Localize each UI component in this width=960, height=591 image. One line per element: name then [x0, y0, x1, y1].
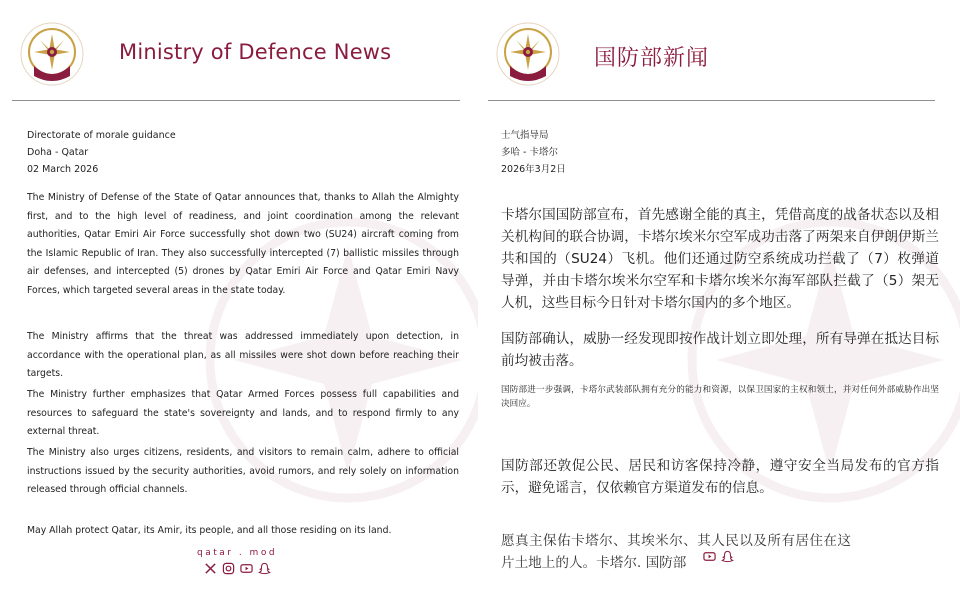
paragraph-threat-addressed: 国防部确认，威胁一经发现即按作战计划立即处理，所有导弹在抵达目标前均被击落。 — [501, 331, 939, 369]
x-icon[interactable] — [204, 560, 217, 573]
page-title: Ministry of Defence News — [119, 40, 392, 64]
youtube-icon[interactable] — [240, 560, 253, 573]
snapchat-icon[interactable] — [721, 548, 734, 561]
paragraph-announcement: 卡塔尔国国防部宣布，首先感谢全能的真主，凭借高度的战备状态以及相关机构间的联合协调，卡塔尔埃米尔空军成功击落了两架来自伊朗伊斯兰共和国的（SU24）飞机。他们还通过防空系统成功拦截了（7）枚弹道导弹，并由卡塔尔埃米尔空军和卡塔尔埃米尔海军部队拦截了（5）架无人机，这些目标今日针对卡塔尔国内的多个地区。 — [501, 207, 939, 311]
ministry-emblem-icon — [20, 22, 84, 86]
paragraph-urge-calm: 国防部还敦促公民、居民和访客保持冷静，遵守安全当局发布的官方指示，避免谣言，仅依赖官方渠道发布的信息。 — [501, 458, 939, 496]
page-title: 国防部新闻 — [594, 46, 710, 71]
dateline — [501, 127, 566, 178]
paragraph-closing: 愿真主保佑卡塔尔、其埃米尔、其人民以及所有居住在这片土地上的人。卡塔尔. 国防部 — [501, 533, 851, 571]
snapchat-icon[interactable] — [258, 560, 271, 573]
instagram-icon[interactable] — [222, 560, 235, 573]
paragraph-capabilities: The Ministry further emphasizes that Qatar Armed Forces possess full capabilities and resources to safeguard the state's sovereignty and lands, and to respond firmly to any external threat. — [27, 389, 459, 437]
paragraph-closing: May Allah protect Qatar, its Amir, its people, and all those residing on its land. — [27, 525, 392, 536]
dateline — [27, 127, 176, 178]
header-divider — [488, 100, 935, 101]
paragraph-announcement: The Ministry of Defense of the State of Qatar announces that, thanks to Allah the Almighty first, and to the high level of readiness, and joint coordination among the relevant authorities, Qatar Emiri Air Force successfully shot down two (SU24) aircraft coming from the Islamic Republic of Iran. They also successfully intercepted (7) ballistic missiles through air defenses, and intercepted (5) drones by Qatar Emiri Air Force and Qatar Emiri Navy Forces, which targeted several areas in the state today. — [27, 192, 459, 296]
social-footer — [703, 548, 734, 561]
ministry-emblem-icon — [496, 22, 560, 86]
date-label: 2026年3月2日 — [501, 164, 566, 175]
paragraph-capabilities: 国防部进一步强调，卡塔尔武装部队拥有充分的能力和资源，以保卫国家的主权和领土，并对任何外部威胁作出坚决回应。 — [501, 385, 939, 409]
header — [482, 0, 960, 102]
header — [0, 0, 478, 102]
location-label: Doha - Qatar — [27, 147, 89, 158]
department-label: 士气指导局 — [501, 130, 549, 141]
youtube-icon[interactable] — [703, 548, 716, 561]
location-label: 多哈 - 卡塔尔 — [501, 147, 558, 158]
social-footer — [197, 548, 277, 573]
date-label: 02 March 2026 — [27, 164, 99, 175]
department-label: Directorate of morale guidance — [27, 130, 176, 141]
paragraph-urge-calm: The Ministry also urges citizens, residents, and visitors to remain calm, adhere to official instructions issued by the security authorities, avoid rumors, and rely solely on information released through official channels. — [27, 447, 459, 495]
english-panel — [0, 0, 478, 591]
chinese-panel — [482, 0, 960, 591]
header-divider — [12, 100, 460, 101]
paragraph-threat-addressed: The Ministry affirms that the threat was addressed immediately upon detection, in accordance with the operational plan, as all missiles were shot down before reaching their targets. — [27, 331, 459, 379]
social-handle[interactable]: qatar . mod — [197, 548, 278, 558]
